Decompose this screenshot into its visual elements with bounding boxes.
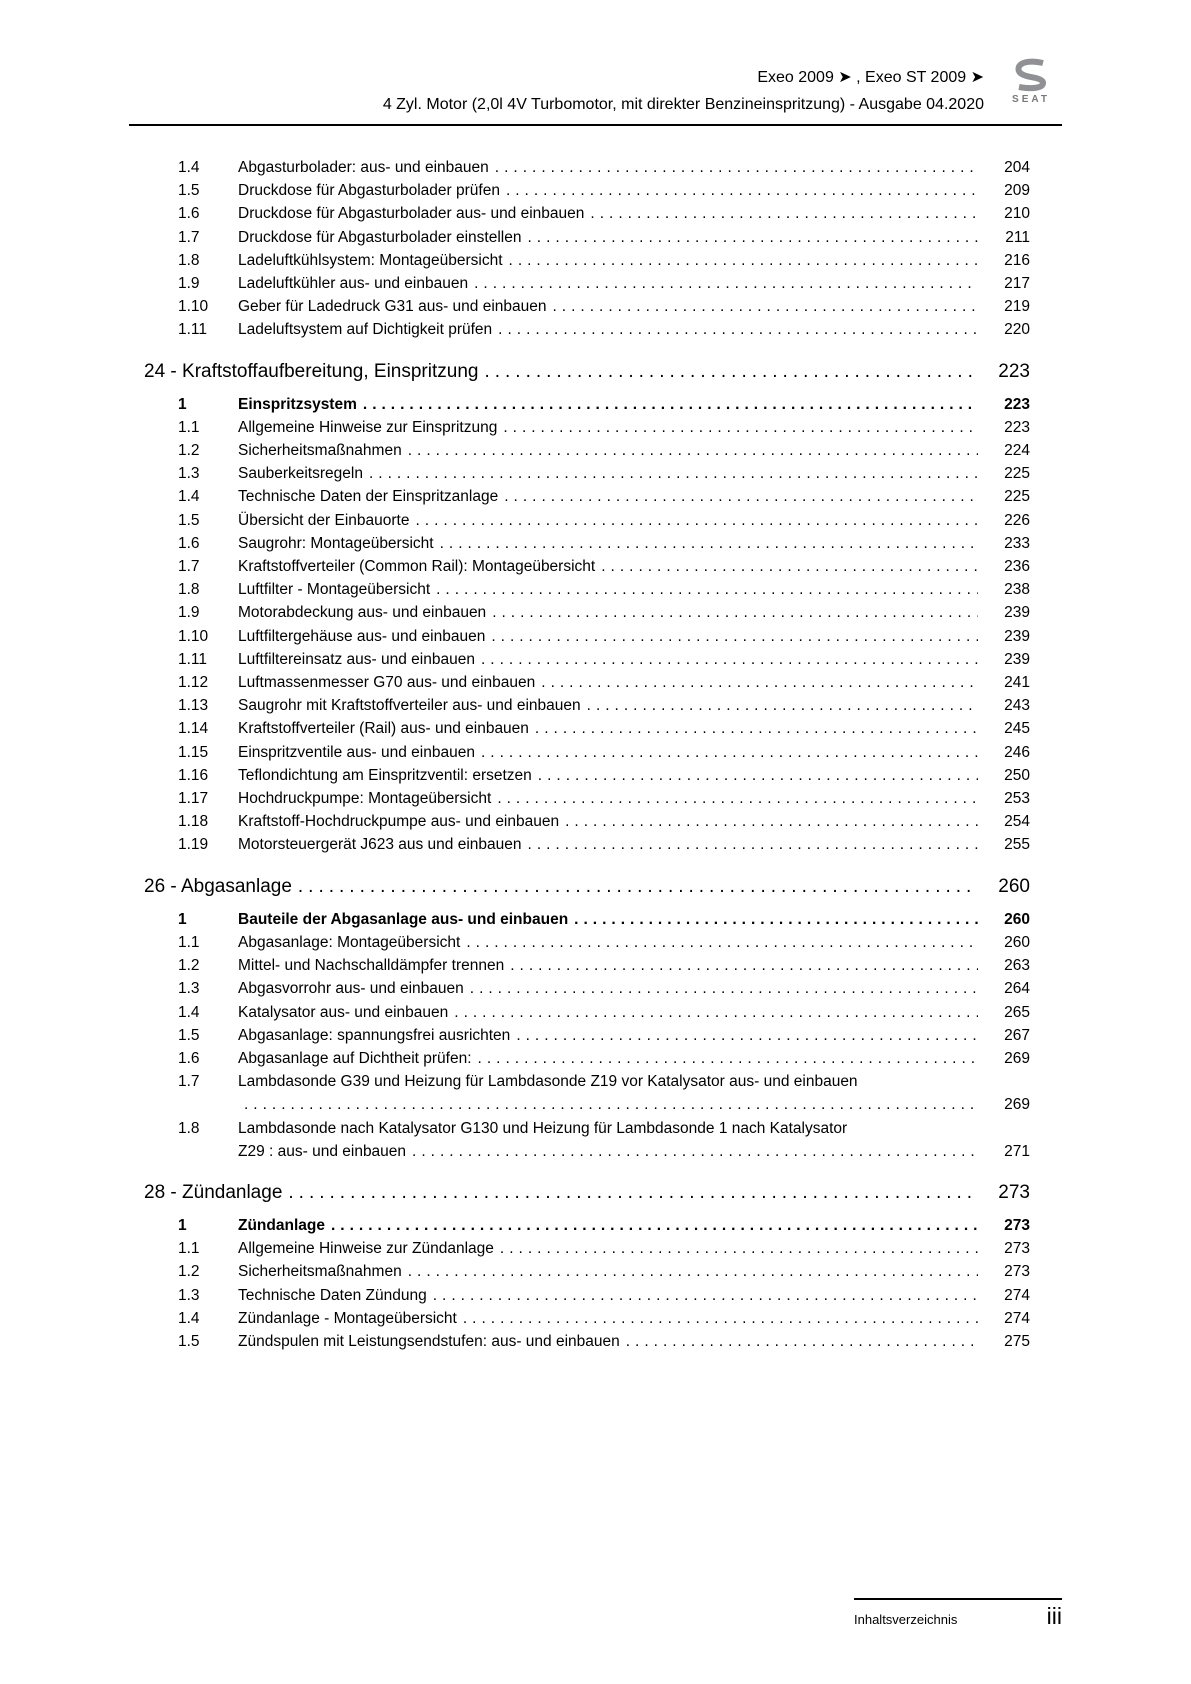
entry-title: Abgasvorrohr aus- und einbauen <box>238 980 464 998</box>
entry-number: 1 <box>178 1216 187 1234</box>
entry-title: Zündspulen mit Leistungsendstufen: aus- und einbauen <box>238 1332 620 1350</box>
dot-leader <box>553 295 979 318</box>
dot-leader <box>288 1178 978 1208</box>
dot-leader <box>298 872 978 902</box>
entry-title: Saugrohr mit Kraftstoffverteiler aus- und einbauen <box>238 697 581 715</box>
dot-leader <box>590 202 978 225</box>
dot-leader <box>466 931 978 954</box>
toc-section-heading <box>144 357 1030 387</box>
entry-title: Mittel- und Nachschalldämpfer trennen <box>238 957 505 975</box>
dot-leader <box>527 226 978 249</box>
dot-leader <box>484 357 978 387</box>
toc-entry-row <box>129 1093 1030 1116</box>
dot-leader <box>436 578 978 601</box>
toc-entry-row <box>129 1001 1030 1024</box>
entry-title: Bauteile der Abgasanlage aus- und einbauen <box>238 910 569 928</box>
entry-number: 1.3 <box>178 980 200 998</box>
dot-leader <box>601 555 978 578</box>
entry-title: Druckdose für Abgasturbolader prüfen <box>238 182 500 200</box>
entry-title: Kraftstoff-Hochdruckpumpe aus- und einbauen <box>238 813 560 831</box>
dot-leader <box>495 156 978 179</box>
entry-number: 1.15 <box>178 743 209 761</box>
dot-leader <box>492 601 978 624</box>
dot-leader <box>565 810 978 833</box>
entry-number: 1.2 <box>178 957 200 975</box>
entry-number: 1.4 <box>178 1003 200 1021</box>
entry-page-number: 239 <box>1004 650 1030 668</box>
entry-number: 1.8 <box>178 581 200 599</box>
toc-entry-row <box>129 1117 1030 1140</box>
header-divider <box>129 124 1062 126</box>
entry-number: 1.3 <box>178 465 200 483</box>
entry-number: 1.5 <box>178 1332 200 1350</box>
toc-entry-row <box>129 179 1030 202</box>
entry-page-number: 260 <box>1004 933 1030 951</box>
entry-title: Z29 : aus- und einbauen <box>238 1142 407 1160</box>
entry-number: 1.19 <box>178 836 209 854</box>
dot-leader <box>408 1260 978 1283</box>
dot-leader <box>541 671 978 694</box>
entry-page-number: 275 <box>1004 1332 1030 1350</box>
entry-page-number: 274 <box>1004 1286 1030 1304</box>
entry-title: Einspritzsystem <box>238 395 357 413</box>
toc-entry-row <box>129 601 1030 624</box>
entry-page-number: 223 <box>1004 418 1030 436</box>
entry-page-number: 260 <box>1004 910 1030 928</box>
entry-title: Einspritzventile aus- und einbauen <box>238 743 475 761</box>
entry-title: Motorsteuergerät J623 aus und einbauen <box>238 836 522 854</box>
toc-entry-row <box>129 908 1030 931</box>
seat-logo-text: SEAT <box>1012 94 1050 105</box>
entry-number: 1.5 <box>178 1026 200 1044</box>
toc-entry-row <box>129 648 1030 671</box>
entry-title: Abgasanlage auf Dichtheit prüfen: <box>238 1049 472 1067</box>
entry-title: Geber für Ladedruck G31 aus- und einbauen <box>238 298 547 316</box>
entry-number: 1.1 <box>178 933 200 951</box>
entry-page-number: 216 <box>1004 251 1030 269</box>
toc-entry-row <box>129 810 1030 833</box>
toc-entry-row <box>129 1140 1030 1163</box>
entry-page-number: 243 <box>1004 697 1030 715</box>
section-page-number: 260 <box>998 875 1030 897</box>
entry-page-number: 220 <box>1004 321 1030 339</box>
dot-leader <box>478 1047 978 1070</box>
entry-page-number: 271 <box>1004 1142 1030 1160</box>
entry-title: Abgasanlage: spannungsfrei ausrichten <box>238 1026 511 1044</box>
entry-number: 1.4 <box>178 488 200 506</box>
entry-title: Ladeluftsystem auf Dichtigkeit prüfen <box>238 321 493 339</box>
section-title: 28 - Zündanlage <box>144 1181 283 1203</box>
entry-title: Hochdruckpumpe: Montageübersicht <box>238 790 492 808</box>
entry-title: Abgasturbolader: aus- und einbauen <box>238 159 489 176</box>
dot-leader <box>504 485 978 508</box>
entry-title: Ladeluftkühlsystem: Montageübersicht <box>238 251 503 269</box>
dot-leader <box>497 787 978 810</box>
dot-leader <box>538 764 978 787</box>
dot-leader <box>626 1330 978 1353</box>
entry-page-number: 253 <box>1004 790 1030 808</box>
toc-entry-row <box>129 295 1030 318</box>
toc-entry-row <box>129 1330 1030 1353</box>
entry-page-number: 217 <box>1004 275 1030 293</box>
toc-entry-row <box>129 1214 1030 1237</box>
section-title: 24 - Kraftstoffaufbereitung, Einspritzung <box>144 360 479 382</box>
entry-page-number: 210 <box>1004 205 1030 223</box>
entry-title: Luftfiltergehäuse aus- und einbauen <box>238 627 486 645</box>
seat-logo <box>1000 56 1062 105</box>
toc-entry-row <box>129 272 1030 295</box>
entry-page-number: 236 <box>1004 558 1030 576</box>
footer-page-number: iii <box>1046 1603 1062 1629</box>
entry-number: 1.7 <box>178 558 200 576</box>
dot-leader <box>244 1093 978 1116</box>
toc-entry-row <box>129 509 1030 532</box>
entry-page-number: 265 <box>1004 1003 1030 1021</box>
section-page-number: 273 <box>998 1181 1030 1203</box>
entry-page-number: 255 <box>1004 836 1030 854</box>
dot-leader <box>510 954 978 977</box>
toc-entry-row <box>129 1260 1030 1283</box>
entry-number: 1.17 <box>178 790 209 808</box>
toc-entry-row <box>129 249 1030 272</box>
toc-entry-row <box>129 1024 1030 1047</box>
entry-title: Lambdasonde G39 und Heizung für Lambdasonde Z19 vor Katalysator aus- und einbauen <box>238 1073 858 1091</box>
toc-entry-row <box>129 462 1030 485</box>
entry-title: Sauberkeitsregeln <box>238 465 363 483</box>
toc-entry-row <box>129 485 1030 508</box>
entry-number: 1.4 <box>178 159 200 176</box>
entry-title: Teflondichtung am Einspritzventil: ersetzen <box>238 766 532 784</box>
entry-number: 1.14 <box>178 720 209 738</box>
dot-leader <box>574 908 978 931</box>
entry-page-number: 239 <box>1004 604 1030 622</box>
toc-entry-row <box>129 694 1030 717</box>
dot-leader <box>528 833 978 856</box>
entry-title: Sicherheitsmaßnahmen <box>238 1263 402 1281</box>
toc-entry-row <box>129 977 1030 1000</box>
entry-title: Allgemeine Hinweise zur Zündanlage <box>238 1240 494 1258</box>
entry-number: 1.9 <box>178 604 200 622</box>
entry-page-number: 274 <box>1004 1309 1030 1327</box>
entry-number: 1.5 <box>178 511 200 529</box>
footer-label: Inhaltsverzeichnis <box>854 1612 958 1627</box>
entry-number: 1.13 <box>178 697 209 715</box>
entry-page-number: 226 <box>1004 511 1030 529</box>
dot-leader <box>331 1214 978 1237</box>
entry-number: 1.4 <box>178 1309 200 1327</box>
entry-title: Lambdasonde nach Katalysator G130 und Heizung für Lambdasonde 1 nach Katalysator <box>238 1119 848 1137</box>
entry-title: Kraftstoffverteiler (Rail) aus- und einbauen <box>238 720 529 738</box>
entry-title: Luftfiltereinsatz aus- und einbauen <box>238 650 475 668</box>
dot-leader <box>587 694 978 717</box>
toc-entry-row <box>129 717 1030 740</box>
entry-number: 1.18 <box>178 813 209 831</box>
entry-number: 1.10 <box>178 627 209 645</box>
entry-number: 1 <box>178 395 187 413</box>
entry-number: 1.8 <box>178 251 200 269</box>
entry-title: Allgemeine Hinweise zur Einspritzung <box>238 418 498 436</box>
entry-title: Zündanlage <box>238 1216 325 1234</box>
dot-leader <box>481 741 978 764</box>
entry-page-number: 269 <box>1004 1049 1030 1067</box>
entry-title: Übersicht der Einbauorte <box>238 511 410 529</box>
entry-number: 1.6 <box>178 1049 200 1067</box>
toc-entry-row <box>129 764 1030 787</box>
dot-leader <box>535 717 978 740</box>
dot-leader <box>481 648 978 671</box>
toc-entry-row <box>129 226 1030 249</box>
entry-number: 1.12 <box>178 674 209 692</box>
entry-title: Technische Daten der Einspritzanlage <box>238 488 499 506</box>
entry-number: 1.9 <box>178 275 200 293</box>
entry-title: Luftfilter - Montageübersicht <box>238 581 431 599</box>
toc-entry-row <box>129 625 1030 648</box>
entry-number: 1.5 <box>178 182 200 200</box>
header-model-line: Exeo 2009 ➤ , Exeo ST 2009 ➤ <box>757 69 984 86</box>
toc-entry-row <box>129 741 1030 764</box>
entry-page-number: 241 <box>1004 674 1030 692</box>
entry-number: 1 <box>178 910 187 928</box>
dot-leader <box>470 977 978 1000</box>
entry-number: 1.7 <box>178 1073 200 1091</box>
entry-title: Zündanlage - Montageübersicht <box>238 1309 457 1327</box>
entry-page-number: 245 <box>1004 720 1030 738</box>
toc-entry-row <box>129 439 1030 462</box>
entry-page-number: 204 <box>1004 159 1030 176</box>
section-title: 26 - Abgasanlage <box>144 875 292 897</box>
toc-entry-row <box>129 1307 1030 1330</box>
entry-number: 1.11 <box>178 650 208 668</box>
entry-number: 1.6 <box>178 534 200 552</box>
section-page-number: 223 <box>998 360 1030 382</box>
toc-entry-row <box>129 1070 1030 1093</box>
toc-entry-row <box>129 671 1030 694</box>
entry-number: 1.3 <box>178 1286 200 1304</box>
entry-page-number: 238 <box>1004 581 1030 599</box>
toc-entry-row <box>129 1284 1030 1307</box>
dot-leader <box>369 462 978 485</box>
entry-page-number: 250 <box>1004 766 1030 784</box>
entry-page-number: 223 <box>1004 395 1030 413</box>
entry-title: Technische Daten Zündung <box>238 1286 427 1304</box>
toc-entry-row <box>129 202 1030 225</box>
entry-page-number: 273 <box>1004 1240 1030 1258</box>
entry-title: Kraftstoffverteiler (Common Rail): Montageübersicht <box>238 558 596 576</box>
entry-page-number: 219 <box>1004 298 1030 316</box>
toc-entry-row <box>129 1237 1030 1260</box>
entry-title: Motorabdeckung aus- und einbauen <box>238 604 487 622</box>
entry-page-number: 225 <box>1004 465 1030 483</box>
dot-leader <box>506 179 978 202</box>
dot-leader <box>408 439 978 462</box>
entry-page-number: 224 <box>1004 442 1030 460</box>
toc-entry-row <box>129 1047 1030 1070</box>
toc-entry-row <box>129 393 1030 416</box>
dot-leader <box>516 1024 978 1047</box>
entry-page-number: 233 <box>1004 534 1030 552</box>
entry-title: Katalysator aus- und einbauen <box>238 1003 449 1021</box>
toc-entry-row <box>129 318 1030 341</box>
entry-page-number: 246 <box>1004 743 1030 761</box>
dot-leader <box>454 1001 978 1024</box>
entry-page-number: 225 <box>1004 488 1030 506</box>
entry-title: Ladeluftkühler aus- und einbauen <box>238 275 469 293</box>
toc-entry-row <box>129 532 1030 555</box>
page-header <box>129 56 1062 118</box>
toc-entry-row <box>129 156 1030 179</box>
toc-entry-row <box>129 833 1030 856</box>
toc-entry-row <box>129 787 1030 810</box>
toc-section-heading <box>144 872 1030 902</box>
dot-leader <box>509 249 978 272</box>
dot-leader <box>503 416 978 439</box>
toc-entry-row <box>129 578 1030 601</box>
entry-number: 1.16 <box>178 766 209 784</box>
dot-leader <box>498 318 978 341</box>
entry-page-number: 264 <box>1004 980 1030 998</box>
entry-page-number: 273 <box>1004 1216 1030 1234</box>
entry-number: 1.6 <box>178 205 200 223</box>
entry-title: Druckdose für Abgasturbolader aus- und einbauen <box>238 205 585 223</box>
entry-number: 1.11 <box>178 321 208 339</box>
entry-title: Luftmassenmesser G70 aus- und einbauen <box>238 674 536 692</box>
toc-entry-row <box>129 555 1030 578</box>
toc-entry-row <box>129 931 1030 954</box>
dot-leader <box>433 1284 978 1307</box>
entry-number: 1.7 <box>178 228 200 246</box>
dot-leader <box>412 1140 978 1163</box>
entry-page-number: 273 <box>1004 1263 1030 1281</box>
dot-leader <box>500 1237 978 1260</box>
entry-title: Sicherheitsmaßnahmen <box>238 442 402 460</box>
entry-number: 1.8 <box>178 1119 200 1137</box>
entry-title: Abgasanlage: Montageübersicht <box>238 933 461 951</box>
header-subtitle-line: 4 Zyl. Motor (2,0l 4V Turbomotor, mit direkter Benzineinspritzung) - Ausgabe 04.2020 <box>382 96 984 113</box>
entry-page-number: 254 <box>1004 813 1030 831</box>
entry-page-number: 239 <box>1004 627 1030 645</box>
entry-number: 1.2 <box>178 442 200 460</box>
entry-title: Saugrohr: Montageübersicht <box>238 534 434 552</box>
entry-title: Druckdose für Abgasturbolader einstellen <box>238 228 522 246</box>
entry-page-number: 269 <box>1004 1096 1030 1114</box>
dot-leader <box>474 272 978 295</box>
entry-page-number: 211 <box>1005 228 1030 246</box>
footer-text-line <box>854 1600 1062 1630</box>
entry-page-number: 263 <box>1004 957 1030 975</box>
toc-entry-row <box>129 954 1030 977</box>
entry-number: 1.10 <box>178 298 209 316</box>
entry-number: 1.1 <box>178 1240 200 1258</box>
entry-page-number: 209 <box>1004 182 1030 200</box>
table-of-contents <box>129 156 1062 1353</box>
dot-leader <box>363 393 978 416</box>
dot-leader <box>415 509 978 532</box>
toc-entry-row <box>129 416 1030 439</box>
entry-number: 1.1 <box>178 418 200 436</box>
dot-leader <box>491 625 978 648</box>
dot-leader <box>463 1307 978 1330</box>
dot-leader <box>440 532 978 555</box>
entry-page-number: 267 <box>1004 1026 1030 1044</box>
toc-section-heading <box>144 1178 1030 1208</box>
header-text-block <box>383 56 984 118</box>
seat-logo-icon <box>1010 56 1052 96</box>
entry-number: 1.2 <box>178 1263 200 1281</box>
page-footer <box>854 1598 1062 1630</box>
